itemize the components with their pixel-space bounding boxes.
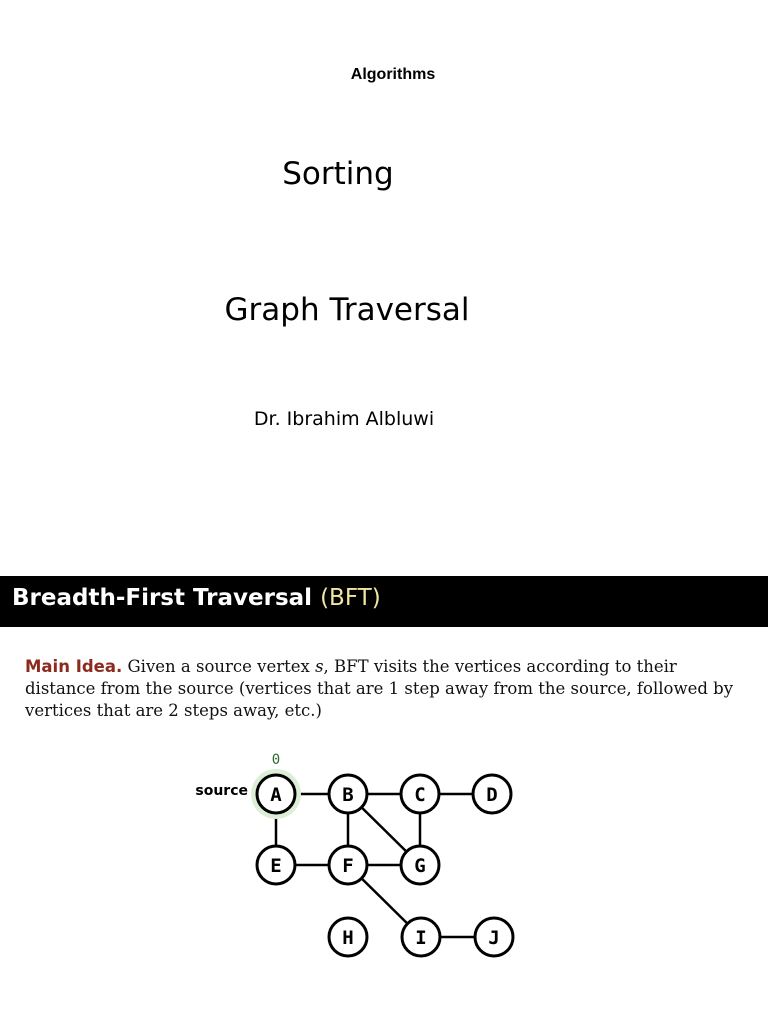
source-variable: s	[315, 657, 324, 676]
vertex-label: E	[270, 855, 282, 877]
vertex-label: G	[414, 855, 426, 877]
vertex-d	[473, 775, 511, 813]
vertex-label: C	[414, 784, 426, 806]
graph-diagram	[0, 576, 768, 1024]
course-title: Algorithms	[350, 66, 436, 83]
vertex-h	[329, 918, 367, 956]
main-idea-label: Main Idea.	[25, 657, 123, 676]
vertex-label: H	[342, 927, 354, 949]
vertex-e	[257, 846, 295, 884]
main-idea-text-before: Given a source vertex	[122, 657, 316, 676]
banner-title-text: Breadth-First Traversal	[12, 585, 313, 611]
vertex-label: D	[486, 784, 498, 806]
bft-slide	[0, 576, 768, 1024]
graph-edges	[276, 794, 494, 937]
main-idea-text-after: , BFT visits the vertices according to their distance from the source (vertices that are 1 step away from the source, followed by vertices that are 2 steps away, etc.)	[25, 657, 734, 720]
source-label: source	[195, 783, 248, 799]
vertex-g	[401, 846, 439, 884]
vertex-label: J	[488, 927, 500, 949]
vertex-label: F	[342, 855, 354, 877]
vertex-a	[257, 775, 295, 813]
slide-title-sorting: Sorting	[282, 156, 394, 192]
vertex-j	[475, 918, 513, 956]
author-name: Dr. Ibrahim Albluwi	[253, 408, 435, 430]
distance-label: 0	[271, 752, 281, 768]
vertex-i	[402, 918, 440, 956]
vertex-label: B	[342, 784, 354, 806]
vertex-c	[401, 775, 439, 813]
banner-abbreviation: (BFT)	[320, 585, 381, 611]
vertex-b	[329, 775, 367, 813]
vertex-f	[329, 846, 367, 884]
vertex-label: A	[270, 784, 282, 806]
vertex-label: I	[415, 927, 427, 949]
slide-title-graph-traversal: Graph Traversal	[224, 292, 470, 328]
